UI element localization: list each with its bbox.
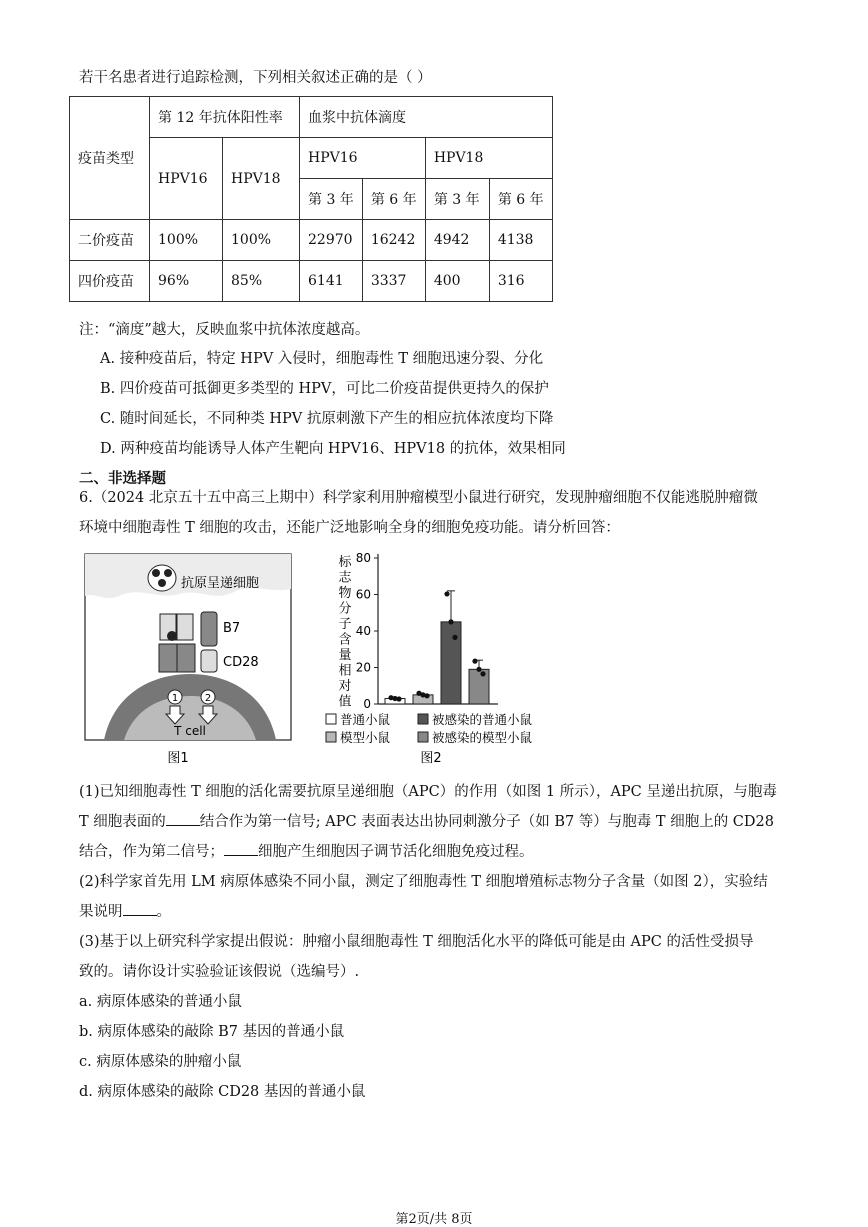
row-name: 二价疫苗 xyxy=(70,220,150,261)
antigen-dot xyxy=(152,569,160,577)
answer-blank-3[interactable] xyxy=(123,903,157,916)
header-titer-hpv18: HPV18 xyxy=(425,138,552,179)
q1-text: 细胞产生细胞因子调节活化细胞免疫过程。 xyxy=(258,844,534,860)
q2-line2 xyxy=(79,900,171,921)
question-intro: 若干名患者进行追踪检测，下列相关叙述正确的是（ ） xyxy=(79,70,432,86)
q1-line1: (1)已知细胞毒性 T 细胞的活化需要抗原呈递细胞（APC）的作用（如图 1 所示），APC 呈递出抗原，与胞毒 xyxy=(79,784,777,800)
mhc-right xyxy=(177,614,193,640)
q3-line2: 致的。请你设计实验验证该假说（选编号）. xyxy=(79,964,360,980)
header-positive-rate: 第 12 年抗体阳性率 xyxy=(150,97,300,138)
section-title: 二、非选择题 xyxy=(79,470,166,487)
chart-bars xyxy=(385,591,489,704)
bar xyxy=(441,622,461,704)
figure-2-chart xyxy=(318,548,558,770)
signal-2-label: 2 xyxy=(204,693,212,704)
data-point xyxy=(396,696,401,701)
label-t-cell: T cell xyxy=(174,724,206,738)
antigen-cluster xyxy=(148,565,176,591)
y-tick-label: 0 xyxy=(363,697,371,711)
cell: 4942 xyxy=(425,220,489,261)
q2-text: 果说明 xyxy=(79,904,123,920)
cell: 100% xyxy=(223,220,300,261)
antigen-dot xyxy=(158,579,166,587)
cell: 22970 xyxy=(300,220,363,261)
data-point xyxy=(424,693,429,698)
cell: 3337 xyxy=(362,261,425,302)
option-c[interactable]: C. 随时间延长，不同种类 HPV 抗原刺激下产生的相应抗体浓度均下降 xyxy=(100,411,554,427)
table-note: 注：“滴度”越大，反映血浆中抗体浓度越高。 xyxy=(79,322,370,338)
answer-blank-2[interactable] xyxy=(224,843,258,856)
label-apc: 抗原呈递细胞 xyxy=(181,576,260,591)
legend-swatch xyxy=(326,714,336,724)
cell: 100% xyxy=(150,220,223,261)
header-year6: 第 6 年 xyxy=(362,179,425,220)
chart-y-label: 标志物分子含量相对值 xyxy=(338,555,352,710)
cell: 85% xyxy=(223,261,300,302)
q2-text: 。 xyxy=(156,904,171,920)
legend-swatch xyxy=(418,732,428,742)
q6-stem-line1: 6.（2024 北京五十五中高三上期中）科学家利用肿瘤模型小鼠进行研究，发现肿瘤细胞不仅能逃脱肿瘤微 xyxy=(79,490,758,506)
cell: 6141 xyxy=(300,261,363,302)
data-point xyxy=(448,619,453,624)
legend-label: 被感染的普通小鼠 xyxy=(432,712,533,727)
q1-text: 结合作为第一信号; APC 表面表达出协同刺激分子（如 B7 等）与胞毒 T 细胞上的 CD28 xyxy=(199,814,774,830)
data-point xyxy=(452,635,457,640)
choice-d: d. 病原体感染的敲除 CD28 基因的普通小鼠 xyxy=(79,1084,366,1100)
header-year3: 第 3 年 xyxy=(300,179,363,220)
legend-swatch xyxy=(326,732,336,742)
data-point xyxy=(444,591,449,596)
label-cd28: CD28 xyxy=(223,655,259,670)
cell: 4138 xyxy=(489,220,552,261)
cd28-molecule xyxy=(201,650,217,672)
header-titer-hpv16: HPV16 xyxy=(300,138,426,179)
antigen-dot xyxy=(164,569,172,577)
data-point xyxy=(476,667,481,672)
figure-1-caption: 图1 xyxy=(167,751,189,766)
b7-molecule xyxy=(201,612,217,646)
q1-line2 xyxy=(79,810,774,831)
figure-2-caption: 图2 xyxy=(420,751,442,766)
cell: 96% xyxy=(150,261,223,302)
cell: 316 xyxy=(489,261,552,302)
table-row xyxy=(70,220,553,261)
choice-b: b. 病原体感染的敲除 B7 基因的普通小鼠 xyxy=(79,1024,345,1040)
option-a[interactable]: A. 接种疫苗后，特定 HPV 入侵时，细胞毒性 T 细胞迅速分裂、分化 xyxy=(100,351,544,367)
answer-blank-1[interactable] xyxy=(166,813,200,826)
legend-label: 模型小鼠 xyxy=(340,730,391,745)
legend-label: 普通小鼠 xyxy=(340,712,391,727)
option-b[interactable]: B. 四价疫苗可抵御更多类型的 HPV，可比二价疫苗提供更持久的保护 xyxy=(100,381,549,397)
q1-line3 xyxy=(79,840,534,861)
page-footer: 第2页/共 8页 xyxy=(395,1212,473,1227)
data-point xyxy=(472,659,477,664)
q1-text: 结合，作为第二信号； xyxy=(79,844,224,860)
choice-a: a. 病原体感染的普通小鼠 xyxy=(79,994,242,1010)
y-tick-label: 60 xyxy=(355,587,371,602)
row-name: 四价疫苗 xyxy=(70,261,150,302)
choice-c: c. 病原体感染的肿瘤小鼠 xyxy=(79,1054,242,1070)
y-tick-label: 40 xyxy=(355,624,371,638)
option-d[interactable]: D. 两种疫苗均能诱导人体产生靶向 HPV16、HPV18 的抗体，效果相同 xyxy=(100,441,566,457)
q1-text: T 细胞表面的 xyxy=(79,814,166,830)
table-row xyxy=(70,261,553,302)
tcr-right xyxy=(177,644,195,672)
data-point xyxy=(480,671,485,676)
y-tick-label: 20 xyxy=(355,660,371,675)
header-vaccine-type: 疫苗类型 xyxy=(70,97,150,220)
q2-line1: (2)科学家首先用 LM 病原体感染不同小鼠，测定了细胞毒性 T 细胞增殖标志物分子含量（如图 2），实验结 xyxy=(79,874,768,890)
signal-1-label: 1 xyxy=(171,693,179,704)
header-rate-hpv18: HPV18 xyxy=(223,138,300,220)
q6-stem-line2: 环境中细胞毒性 T 细胞的攻击，还能广泛地影响全身的细胞免疫功能。请分析回答： xyxy=(79,520,620,536)
header-rate-hpv16: HPV16 xyxy=(150,138,223,220)
antigen-peptide xyxy=(167,631,177,641)
y-tick-label: 80 xyxy=(355,551,371,565)
header-year6: 第 6 年 xyxy=(489,179,552,220)
bar xyxy=(469,669,489,704)
legend-swatch xyxy=(418,714,428,724)
legend-label: 被感染的模型小鼠 xyxy=(432,730,533,745)
tcr-left xyxy=(159,644,177,672)
cell: 16242 xyxy=(362,220,425,261)
cell: 400 xyxy=(425,261,489,302)
chart-legend xyxy=(326,712,533,745)
figure-1 xyxy=(84,552,294,770)
q3-line1: (3)基于以上研究科学家提出假说：肿瘤小鼠细胞毒性 T 细胞活化水平的降低可能是由 APC 的活性受损导 xyxy=(79,934,754,950)
header-antibody-titer: 血浆中抗体滴度 xyxy=(300,97,553,138)
label-b7: B7 xyxy=(223,621,241,636)
header-year3: 第 3 年 xyxy=(425,179,489,220)
vaccine-table xyxy=(69,96,553,302)
